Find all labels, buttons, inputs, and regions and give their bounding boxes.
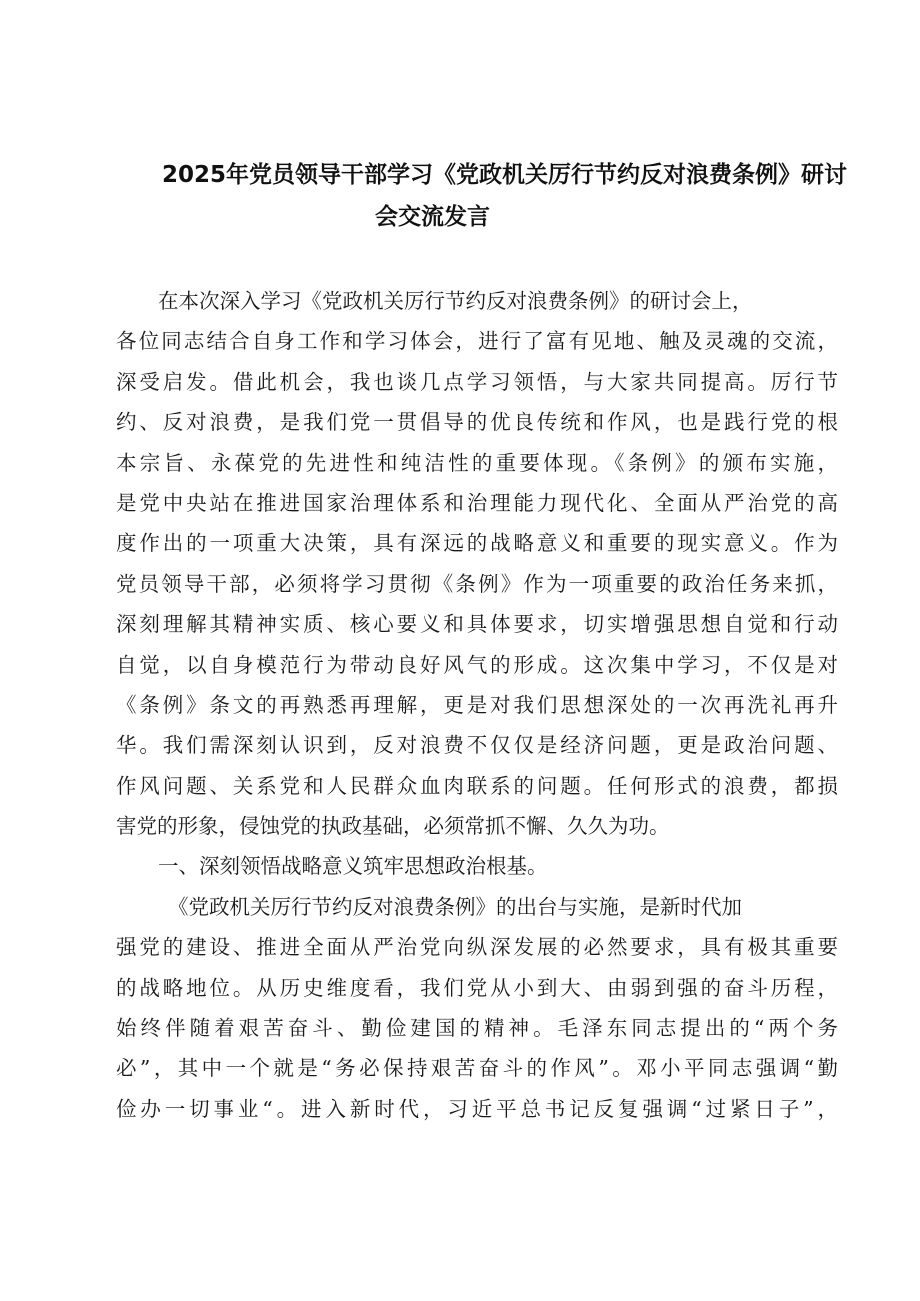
section-heading: 一、深刻领悟战略意义筑牢思想政治根基。: [158, 854, 548, 879]
paragraph1-line: 害党的形象，侵蚀党的执政基础，必须常抓不懈、久久为功。: [116, 814, 670, 839]
paragraph1-line: 自觉，以自身模范行为带动良好风气的形成。这次集中学习，不仅是对: [116, 652, 838, 677]
paragraph1-line: 华。我们需深刻认识到，反对浪费不仅仅是经济问题，更是政治问题、: [116, 733, 838, 758]
paragraph1-line: 度作出的一项重大决策，具有深远的战略意义和重要的现实意义。作为: [116, 531, 838, 556]
paragraph2-line: 始终伴随着艰苦奋斗、勤俭建国的精神。毛泽东同志提出的“两个务: [116, 1016, 838, 1041]
paragraph2-line: 必”，其中一个就是“务必保持艰苦奋斗的作风”。邓小平同志强调“勤: [116, 1056, 838, 1081]
paragraph1-line: 党员领导干部，必须将学习贯彻《条例》作为一项重要的政治任务来抓，: [116, 571, 838, 596]
paragraph1-line: 各位同志结合自身工作和学习体会，进行了富有见地、触及灵魂的交流，: [116, 329, 838, 354]
paragraph1-line: 约、反对浪费，是我们党一贯倡导的优良传统和作风，也是践行党的根: [116, 410, 838, 435]
paragraph1-line: 《条例》条文的再熟悉再理解，更是对我们思想深处的一次再洗礼再升: [116, 692, 838, 717]
paragraph2-line: 强党的建设、推进全面从严治党向纵深发展的必然要求，具有极其重要: [116, 935, 838, 960]
paragraph1-line: 是党中央站在推进国家治理体系和治理能力现代化、全面从严治党的高: [116, 490, 838, 515]
document-body: [116, 281, 838, 1129]
paragraph2-line: 的战略地位。从历史维度看，我们党从小到大、由弱到强的奋斗历程，: [116, 975, 838, 1000]
paragraph1-line: 在本次深入学习《党政机关厉行节约反对浪费条例》的研讨会上，: [158, 289, 753, 313]
document-title-line1: 2025年党员领导干部学习《党政机关厉行节约反对浪费条例》研讨: [162, 162, 848, 188]
paragraph1-line: 深刻理解其精神实质、核心要义和具体要求，切实增强思想自觉和行动: [116, 612, 838, 637]
document-title-line2: 会交流发言: [375, 204, 490, 230]
paragraph2-line: 俭办一切事业“。进入新时代，习近平总书记反复强调“过紧日子”，: [116, 1096, 838, 1121]
paragraph1-line: 深受启发。借此机会，我也谈几点学习领悟，与大家共同提高。厉行节: [116, 369, 838, 394]
paragraph1-line: 本宗旨、永葆党的先进性和纯洁性的重要体现。《条例》的颁布实施，: [116, 450, 838, 475]
paragraph1-line: 作风问题、关系党和人民群众血肉联系的问题。任何形式的浪费，都损: [116, 773, 838, 798]
paragraph2-line: 《党政机关厉行节约反对浪费条例》的出台与实施，是新时代加: [168, 894, 742, 919]
